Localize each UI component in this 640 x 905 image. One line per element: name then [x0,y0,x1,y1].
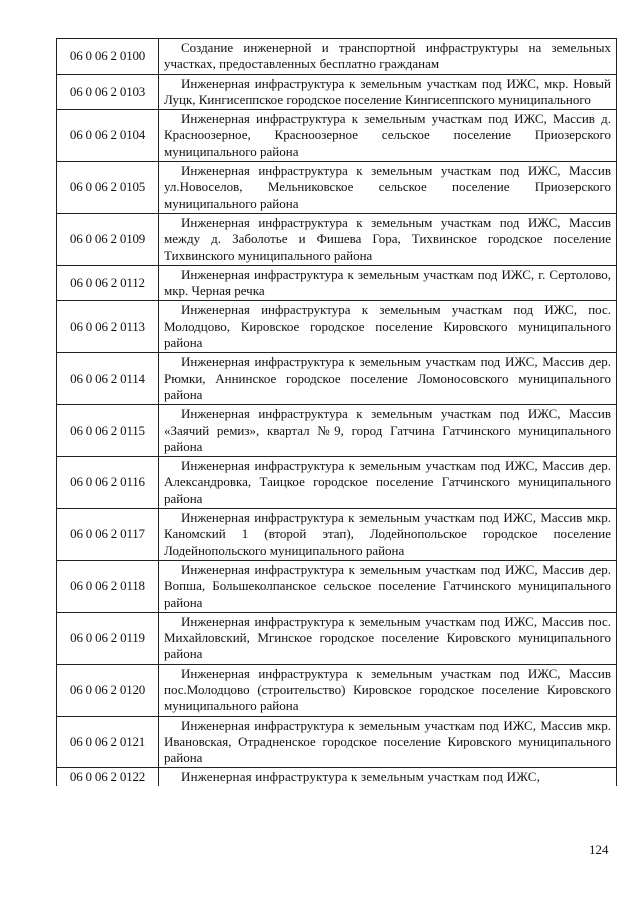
description-cell: Инженерная инфраструктура к земельным участкам под ИЖС, Массив пос.Молодцово (строительство) Кировское городское поселение Кировского муниципального района [159,664,617,716]
table-row [57,74,617,110]
description-cell: Инженерная инфраструктура к земельным участкам под ИЖС, Массив д. Красноозерное, Красноозерное сельское поселение Приозерского муниципального района [159,110,617,162]
description-cell: Инженерная инфраструктура к земельным участкам под ИЖС, пос. Молодцово, Кировское городское поселение Кировского муниципального района [159,301,617,353]
table-row [57,768,617,786]
budget-code-cell: 06 0 06 2 0122 [57,768,159,786]
table-row [57,265,617,301]
budget-code-cell: 06 0 06 2 0115 [57,405,159,457]
description-cell: Инженерная инфраструктура к земельным участкам под ИЖС, Массив дер. Вопша, Большеколпанское сельское поселение Гатчинского муниципального района [159,560,617,612]
description-cell: Создание инженерной и транспортной инфраструктуры на земельных участках, предоставленных бесплатно гражданам [159,39,617,75]
description-cell: Инженерная инфраструктура к земельным участкам под ИЖС, Массив дер. Рюмки, Аннинское городское поселение Ломоносовского муниципального района [159,353,617,405]
table-row [57,509,617,561]
table-row [57,301,617,353]
budget-code-cell: 06 0 06 2 0104 [57,110,159,162]
description-cell: Инженерная инфраструктура к земельным участкам под ИЖС, Массив дер. Александровка, Таицкое городское поселение Гатчинского муниципального района [159,457,617,509]
description-cell: Инженерная инфраструктура к земельным участкам под ИЖС, Массив «Заячий ремиз», квартал №9, город Гатчина Гатчинского муниципального района [159,405,617,457]
table-row [57,664,617,716]
table-row [57,353,617,405]
budget-code-cell: 06 0 06 2 0109 [57,213,159,265]
budget-code-cell: 06 0 06 2 0105 [57,162,159,214]
table-row [57,560,617,612]
description-cell: Инженерная инфраструктура к земельным участкам под ИЖС, Массив мкр. Ивановская, Отрадненское городское поселение Кировского муниципального района [159,716,617,768]
table-row [57,110,617,162]
budget-code-cell: 06 0 06 2 0112 [57,265,159,301]
description-cell: Инженерная инфраструктура к земельным участкам под ИЖС, г. Сертолово, мкр. Черная речка [159,265,617,301]
budget-code-cell: 06 0 06 2 0121 [57,716,159,768]
description-cell: Инженерная инфраструктура к земельным участкам под ИЖС, мкр. Новый Луцк, Кингисеппское городское поселение Кингисеппского муниципального [159,74,617,110]
description-cell: Инженерная инфраструктура к земельным участкам под ИЖС, Массив пос. Михайловский, Мгинское городское поселение Кировского муниципального района [159,612,617,664]
page-number: 124 [589,842,609,857]
description-cell: Инженерная инфраструктура к земельным участкам под ИЖС, [159,768,617,786]
budget-code-cell: 06 0 06 2 0119 [57,612,159,664]
budget-code-cell: 06 0 06 2 0113 [57,301,159,353]
table-row [57,716,617,768]
budget-code-cell: 06 0 06 2 0100 [57,39,159,75]
budget-code-cell: 06 0 06 2 0118 [57,560,159,612]
description-cell: Инженерная инфраструктура к земельным участкам под ИЖС, Массив мкр. Каномский 1 (второй этап), Лодейнопольское городское поселение Лодейнопольского муниципального района [159,509,617,561]
description-cell: Инженерная инфраструктура к земельным участкам под ИЖС, Массив ул.Новоселов, Мельниковское сельское поселение Приозерского муниципального района [159,162,617,214]
table-row [57,162,617,214]
budget-code-table [56,38,617,786]
table-row [57,405,617,457]
table-row [57,612,617,664]
budget-code-cell: 06 0 06 2 0103 [57,74,159,110]
table-row [57,457,617,509]
budget-code-cell: 06 0 06 2 0114 [57,353,159,405]
budget-code-cell: 06 0 06 2 0117 [57,509,159,561]
budget-code-cell: 06 0 06 2 0120 [57,664,159,716]
table-row [57,39,617,75]
table-row [57,213,617,265]
description-cell: Инженерная инфраструктура к земельным участкам под ИЖС, Массив между д. Заболотье и Фишева Гора, Тихвинское городское поселение Тихвинского муниципального района [159,213,617,265]
budget-code-cell: 06 0 06 2 0116 [57,457,159,509]
